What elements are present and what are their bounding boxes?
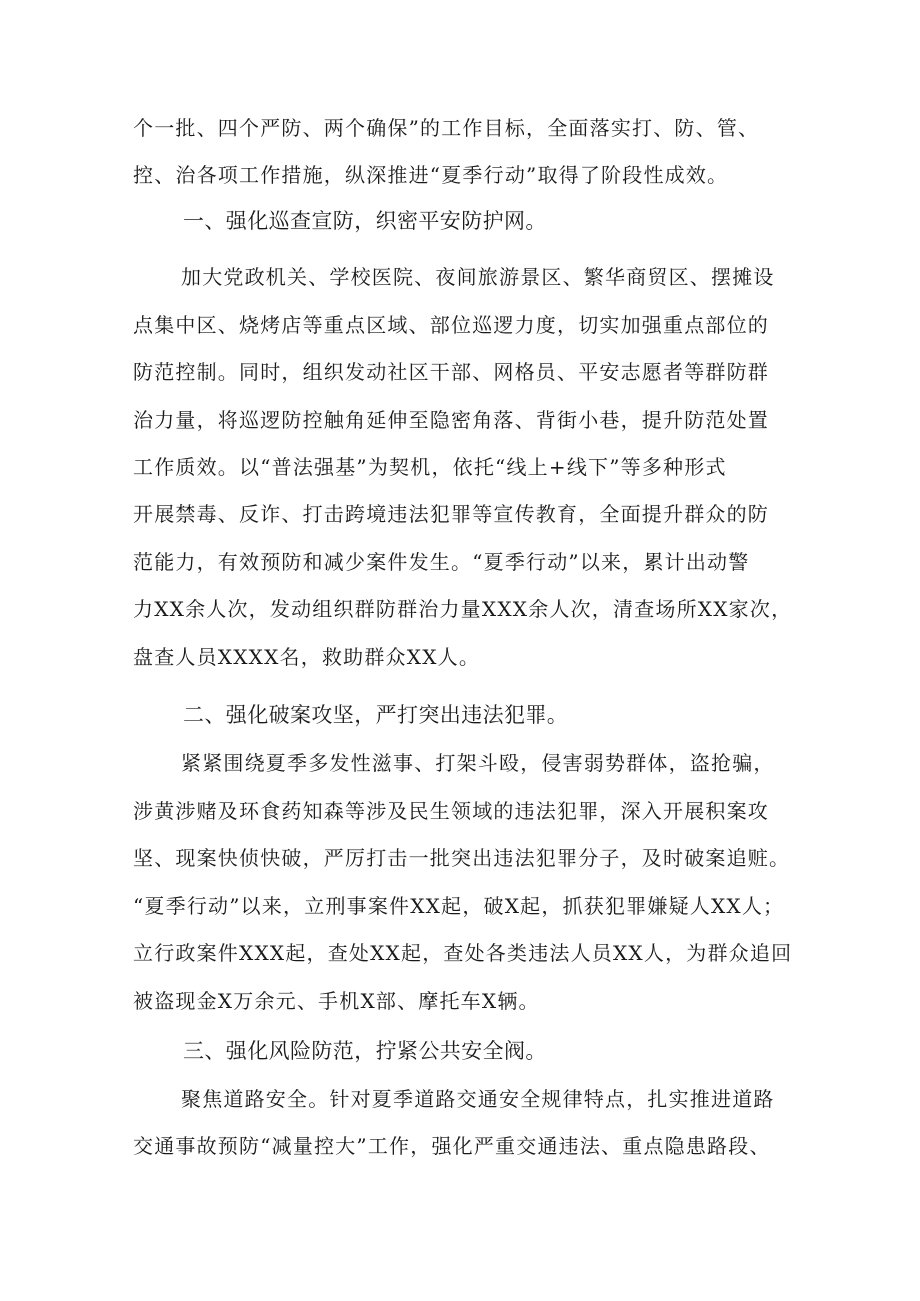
- paragraph-line: 坚、现案快侦快破，严厉打击一批突出违法犯罪分子，及时破案追赃。: [133, 846, 791, 870]
- paragraph-line: 被盗现金X万余元、手机X部、摩托车X辆。: [133, 989, 540, 1013]
- section-heading-2: 二、强化破案攻坚，严打突出违法犯罪。: [183, 703, 569, 727]
- paragraph-line: 范能力，有效预防和减少案件发生。“夏季行动”以来，累计出动警: [133, 550, 750, 574]
- paragraph-line: 聚焦道路安全。针对夏季道路交通安全规律特点，扎实推进道路: [181, 1087, 775, 1111]
- paragraph-line: “夏季行动”以来，立刑事案件XX起，破X起，抓获犯罪嫌疑人XX人；: [133, 894, 785, 918]
- paragraph-line: 开展禁毒、反诈、打击跨境违法犯罪等宣传教育，全面提升群众的防: [133, 502, 769, 526]
- paragraph-line: 力XX余人次，发动组织群防群治力量XXX余人次，清查场所XX家次，: [133, 597, 793, 621]
- paragraph-line: 紧紧围绕夏季多发性滋事、打架斗殴，侵害弱势群体，盗抢骗，: [181, 751, 775, 775]
- intro-line: 个一批、四个严防、两个确保”的工作目标，全面落实打、防、管、: [133, 116, 760, 140]
- paragraph-line: 涉黄涉赌及环食药知森等涉及民生领域的违法犯罪，深入开展积案攻: [133, 799, 769, 823]
- intro-line: 控、治各项工作措施，纵深推进“夏季行动”取得了阶段性成效。: [133, 163, 729, 187]
- paragraph-line: 交通事故预防“减量控大”工作，强化严重交通违法、重点隐患路段、: [133, 1134, 771, 1158]
- paragraph-line: 点集中区、烧烤店等重点区域、部位巡逻力度，切实加强重点部位的: [133, 313, 769, 337]
- paragraph-line: 防范控制。同时，组织发动社区干部、网格员、平安志愿者等群防群: [133, 360, 769, 384]
- paragraph-line: 立行政案件XXX起，查处XX起，查处各类违法人员XX人，为群众追回: [133, 941, 793, 965]
- paragraph-line: 治力量，将巡逻防控触角延伸至隐密角落、背街小巷，提升防范处置: [133, 408, 769, 432]
- paragraph-line: 工作质效。以“普法强基”为契机，依托“线上+线下”等多种形式: [133, 455, 727, 479]
- paragraph-line: 盘查人员XXXX名，救助群众XX人。: [133, 645, 481, 669]
- section-heading-1: 一、强化巡查宣防，织密平安防护网。: [183, 209, 547, 233]
- paragraph-line: 加大党政机关、学校医院、夜间旅游景区、繁华商贸区、摆摊设: [181, 265, 775, 289]
- section-heading-3: 三、强化风险防范，拧紧公共安全阀。: [183, 1039, 547, 1063]
